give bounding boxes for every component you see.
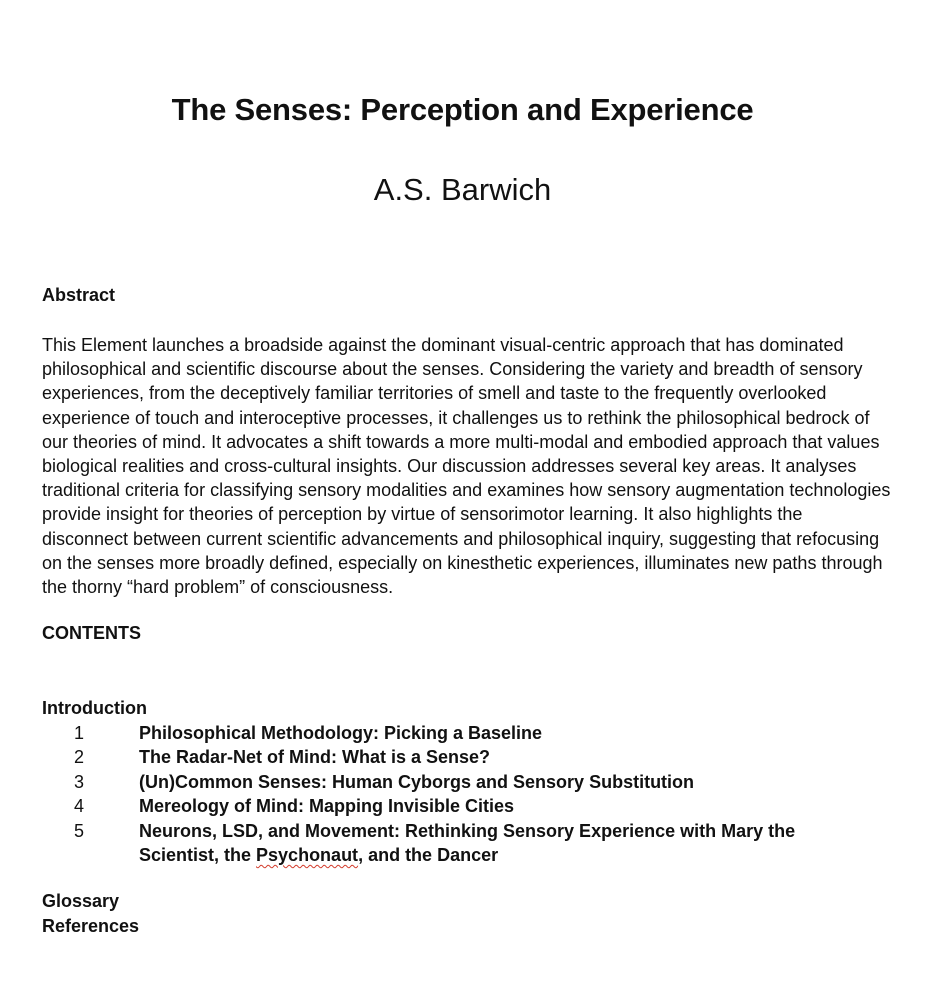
toc-chapter-number: 3	[73, 771, 84, 792]
toc-chapter-title: The Radar-Net of Mind: What is a Sense?	[139, 747, 491, 767]
contents-heading: CONTENTS	[42, 623, 141, 643]
toc-chapter-number: 5	[73, 820, 84, 841]
toc-chapter-1	[42, 721, 902, 746]
toc-chapter-title-part: Neurons, LSD, and Movement: Rethinking Sensory Experience with Mary the Scientist, the	[139, 820, 796, 865]
toc-chapter-title: Philosophical Methodology: Picking a Baseline	[139, 722, 543, 743]
toc-chapter-2	[42, 745, 902, 770]
toc-chapter-title: (Un)Common Senses: Human Cyborgs and Sensory Substitution	[139, 771, 695, 792]
toc-references: References	[42, 915, 140, 936]
toc-chapter-3	[42, 770, 902, 795]
document-title: The Senses: Perception and Experience	[171, 92, 754, 127]
toc-chapter-number: 2	[73, 747, 84, 767]
table-of-contents	[42, 696, 902, 868]
toc-chapter-number: 4	[73, 796, 84, 816]
toc-introduction: Introduction	[42, 698, 147, 718]
toc-glossary: Glossary	[42, 891, 120, 911]
abstract-heading: Abstract	[42, 285, 116, 305]
toc-chapter-title: Mereology of Mind: Mapping Invisible Cities	[139, 796, 515, 816]
toc-chapter-number: 1	[73, 722, 84, 743]
spellcheck-flagged-word[interactable]: Psychonaut	[256, 845, 359, 865]
toc-chapter-5	[42, 819, 902, 868]
abstract-body: This Element launches a broadside against the dominant visual-centric approach that has dominated philosophical and scientific discourse about the senses. Considering the variety and breadth of sensory experiences, from the deceptively familiar territories of smell and taste to the frequently overlooked experience of touch and interoceptive processes, it challenges us to rethink the philosophical bedrock of our theories of mind. It advocates a shift towards a more multi-modal and embodied approach that values biological realities and cross-cultural insights. Our discussion addresses several key areas. It analyses traditional criteria for classifying sensory modalities and examines how sensory augmentation technologies provide insight for theories of perception by virtue of sensorimotor learning. It also highlights the disconnect between current scientific advancements and philosophical inquiry, suggesting that refocusing on the senses more broadly defined, especially on kinesthetic experiences, illuminates new paths through the thorny “hard problem” of consciousness.	[42, 335, 891, 598]
toc-chapter-4	[42, 794, 902, 819]
document-author: A.S. Barwich	[373, 172, 552, 207]
toc-chapter-title	[139, 819, 829, 868]
back-matter	[42, 889, 139, 938]
toc-chapter-title-part: , and the Dancer	[358, 845, 499, 865]
